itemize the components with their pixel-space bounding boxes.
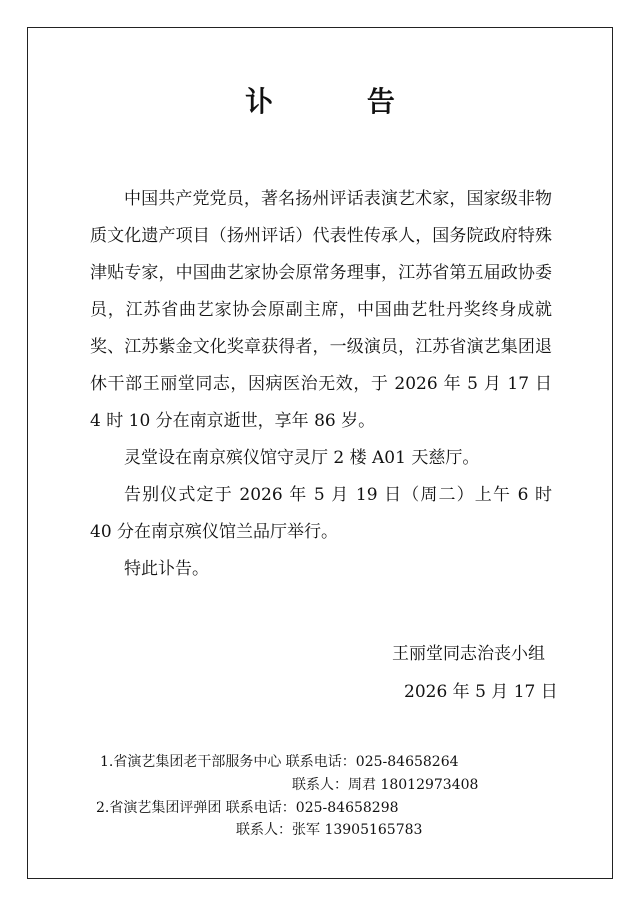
signature-date: 2026 年 5 月 17 日 [404,682,558,702]
paragraph-farewell-ceremony: 告别仪式定于 2026 年 5 月 19 日（周二）上午 6 时 40 分在南京殡仪馆兰品厅举行。 [90,485,552,542]
signature-organization: 王丽堂同志治丧小组 [392,644,545,664]
contact-line-1: 1.省演艺集团老干部服务中心 联系电话：025-84658264 [100,754,459,770]
paragraph-closing: 特此讣告。 [124,559,209,579]
paragraph-memorial-hall: 灵堂设在南京殡仪馆守灵厅 2 楼 A01 天慈厅。 [124,448,480,468]
notice-body [90,181,552,588]
paragraph-biography: 中国共产党党员，著名扬州评话表演艺术家，国家级非物质文化遗产项目（扬州评话）代表性传承人，国务院政府特殊津贴专家，中国曲艺家协会原常务理事，江苏省第五届政协委员，江苏省曲艺家协会原副主席，中国曲艺牡丹奖终身成就奖、江苏紫金文化奖章获得者，一级演员，江苏省演艺集团退休干部王丽堂同志，因病医治无效，于 2026 年 5 月 17 日 4 时 10 分在南京逝世，享年 86 岁。 [90,189,552,431]
contact-line-2: 联系人：周君 18012973408 [292,777,479,793]
notice-title: 讣 告 [245,85,437,118]
contact-line-4: 联系人：张军 13905165783 [236,822,423,838]
contact-line-3: 2.省演艺集团评弹团 联系电话：025-84658298 [96,800,399,816]
